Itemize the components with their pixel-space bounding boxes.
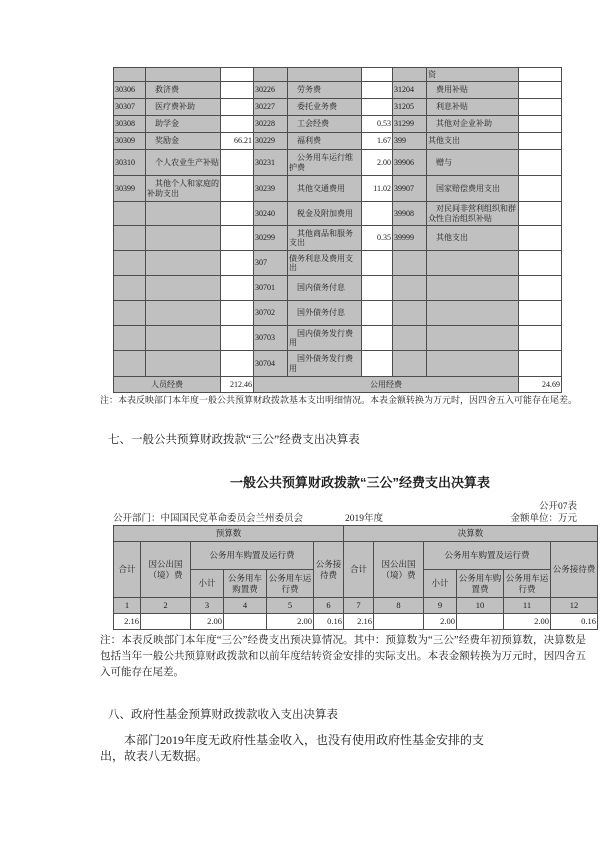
column-number-cell: 8 <box>374 598 424 614</box>
basic-table-row <box>114 202 562 226</box>
code-cell: 39999 <box>393 226 427 251</box>
code-cell: 30306 <box>114 82 146 99</box>
code-cell: 39906 <box>393 150 427 176</box>
budget-abroad-header: 因公出国（境）费 <box>141 542 191 598</box>
amount-cell <box>519 82 562 99</box>
amount-cell <box>519 116 562 133</box>
amount-cell: 1.67 <box>362 133 393 150</box>
value-cell <box>224 614 267 630</box>
basic-table-row <box>114 301 562 326</box>
item-name-cell <box>427 276 519 301</box>
amount-cell <box>519 150 562 176</box>
amount-cell <box>221 251 254 276</box>
value-cell <box>374 614 424 630</box>
item-name-cell: 福利费 <box>288 133 362 150</box>
item-name-cell: 劳务费 <box>288 82 362 99</box>
sangong-header-row-2 <box>114 542 598 570</box>
value-cell: 2.16 <box>344 614 374 630</box>
column-number-cell: 7 <box>344 598 374 614</box>
item-name-cell: 医疗费补助 <box>146 99 221 116</box>
basic-table-row <box>114 351 562 377</box>
code-cell <box>114 276 146 301</box>
basic-table-row <box>114 82 562 99</box>
column-number-cell: 3 <box>191 598 224 614</box>
item-name-cell: 公务用车运行维护费 <box>288 150 362 176</box>
basic-table-row <box>114 176 562 202</box>
code-cell: 30702 <box>254 301 288 326</box>
code-cell: 30299 <box>254 226 288 251</box>
code-cell: 31205 <box>393 99 427 116</box>
amount-cell <box>221 226 254 251</box>
code-cell <box>393 251 427 276</box>
value-row <box>114 614 598 630</box>
item-name-cell: 救济费 <box>146 82 221 99</box>
amount-cell <box>519 133 562 150</box>
code-cell: 30226 <box>254 82 288 99</box>
basic-table-row <box>114 251 562 276</box>
code-cell <box>114 202 146 226</box>
final-vehicle-group-header: 公务用车购置及运行费 <box>424 542 551 570</box>
code-cell <box>114 351 146 377</box>
value-cell: 2.00 <box>424 614 457 630</box>
value-cell: 0.16 <box>314 614 344 630</box>
item-name-cell <box>146 202 221 226</box>
amount-cell <box>362 301 393 326</box>
final-reception-header: 公务接待费 <box>551 542 598 598</box>
personnel-funds-value: 212.46 <box>221 377 254 393</box>
final-operation-header: 公务用车运行费 <box>504 570 551 598</box>
code-cell <box>114 226 146 251</box>
code-cell <box>114 301 146 326</box>
code-cell <box>114 251 146 276</box>
item-name-cell <box>427 301 519 326</box>
item-name-cell: 国外债务发行费用 <box>288 351 362 377</box>
budget-purchase-header: 公务用车购置费 <box>224 570 267 598</box>
code-cell: 30231 <box>254 150 288 176</box>
final-total-header: 合计 <box>344 542 374 598</box>
sangong-table-note: 注：本表反映部门本年度“三公”经费支出预决算情况。其中：预算数为“三公”经费年初预算数，决算数是包括当年一般公共预算财政拨款和以前年度结转资金安排的实际支出。本表金额转换为万元时，因四舍五入可能存在尾差。 <box>100 635 586 678</box>
personnel-funds-label: 人员经费 <box>114 377 221 393</box>
item-name-cell: 赠与 <box>427 150 519 176</box>
item-name-cell: 国内债务付息 <box>288 276 362 301</box>
code-cell: 39907 <box>393 176 427 202</box>
code-cell <box>393 276 427 301</box>
sangong-table-title: 一般公共预算财政拨款“三公”经费支出决算表 <box>229 475 490 490</box>
amount-cell <box>362 99 393 116</box>
column-number-cell: 2 <box>141 598 191 614</box>
item-name-cell <box>146 68 221 82</box>
value-cell: 2.00 <box>267 614 314 630</box>
amount-cell <box>519 351 562 377</box>
item-name-cell: 国外债务付息 <box>288 301 362 326</box>
item-name-cell: 委托业务费 <box>288 99 362 116</box>
amount-cell <box>519 176 562 202</box>
budget-operation-header: 公务用车运行费 <box>267 570 314 598</box>
amount-cell <box>221 82 254 99</box>
budget-total-header: 合计 <box>114 542 141 598</box>
amount-cell <box>221 276 254 301</box>
budget-vehicle-group-header: 公务用车购置及运行费 <box>191 542 314 570</box>
amount-cell <box>221 326 254 351</box>
amount-cell <box>519 251 562 276</box>
code-cell: 31299 <box>393 116 427 133</box>
code-cell <box>393 301 427 326</box>
year-label: 2019年度 <box>345 514 384 524</box>
item-name-cell: 其他个人和家庭的补助支出 <box>146 176 221 202</box>
column-number-cell: 10 <box>457 598 504 614</box>
amount-cell <box>362 82 393 99</box>
code-cell: 307 <box>254 251 288 276</box>
item-name-cell: 其他支出 <box>427 133 519 150</box>
value-cell: 2.00 <box>191 614 224 630</box>
item-name-cell: 助学金 <box>146 116 221 133</box>
column-number-cell: 6 <box>314 598 344 614</box>
item-name-cell <box>427 326 519 351</box>
basic-table-row <box>114 133 562 150</box>
code-cell: 31204 <box>393 82 427 99</box>
basic-table-row <box>114 99 562 116</box>
amount-cell <box>221 116 254 133</box>
item-name-cell <box>146 276 221 301</box>
code-cell: 30227 <box>254 99 288 116</box>
column-number-cell: 1 <box>114 598 141 614</box>
code-cell: 30309 <box>114 133 146 150</box>
item-name-cell: 国内债务发行费用 <box>288 326 362 351</box>
item-name-cell: 其他支出 <box>427 226 519 251</box>
code-cell: 30308 <box>114 116 146 133</box>
item-name-cell: 利息补贴 <box>427 99 519 116</box>
code-cell: 30701 <box>254 276 288 301</box>
table-code-label: 公开07表 <box>538 502 577 512</box>
item-name-cell: 费用补贴 <box>427 82 519 99</box>
amount-cell <box>221 68 254 82</box>
amount-cell <box>221 202 254 226</box>
code-cell <box>114 68 146 82</box>
basic-table-row <box>114 326 562 351</box>
amount-cell <box>519 99 562 116</box>
value-cell <box>457 614 504 630</box>
amount-cell: 0.53 <box>362 116 393 133</box>
item-name-cell <box>288 68 362 82</box>
unit-label: 金额单位：万元 <box>510 514 577 524</box>
amount-cell: 66.21 <box>221 133 254 150</box>
code-cell <box>393 326 427 351</box>
basic-table-row <box>114 150 562 176</box>
item-name-cell <box>427 251 519 276</box>
amount-cell <box>362 276 393 301</box>
item-name-cell: 资 <box>427 68 519 82</box>
code-cell: 39908 <box>393 202 427 226</box>
column-number-cell: 4 <box>224 598 267 614</box>
item-name-cell <box>146 326 221 351</box>
amount-cell <box>519 326 562 351</box>
amount-cell <box>221 301 254 326</box>
code-cell <box>254 68 288 82</box>
amount-cell <box>519 226 562 251</box>
amount-cell <box>221 176 254 202</box>
basic-table-row <box>114 226 562 251</box>
amount-cell <box>519 301 562 326</box>
code-cell <box>393 68 427 82</box>
item-name-cell: 工会经费 <box>288 116 362 133</box>
item-name-cell: 国家赔偿费用支出 <box>427 176 519 202</box>
item-name-cell <box>146 226 221 251</box>
item-name-cell: 其他商品和服务支出 <box>288 226 362 251</box>
section7-heading: 七、一般公共预算财政拨款“三公”经费支出决算表 <box>108 434 360 446</box>
section8-paragraph: 本部门2019年度无政府性基金收入，也没有使用政府性基金安排的支出，故表八无数据。 <box>100 733 485 763</box>
final-purchase-header: 公务用车购置费 <box>457 570 504 598</box>
amount-cell <box>362 351 393 377</box>
code-cell: 30399 <box>114 176 146 202</box>
value-cell: 2.00 <box>504 614 551 630</box>
final-abroad-header: 因公出国（境）费 <box>374 542 424 598</box>
amount-cell <box>362 202 393 226</box>
budget-subtotal-header: 小计 <box>191 570 224 598</box>
column-number-cell: 11 <box>504 598 551 614</box>
column-number-cell: 9 <box>424 598 457 614</box>
basic-table-note: 注：本表反映部门本年度一般公共预算财政拨款基本支出明细情况。本表金额转换为万元时，因四舍五入可能存在尾差。 <box>100 395 578 405</box>
sangong-header-row-1 <box>114 526 598 542</box>
code-cell <box>393 351 427 377</box>
item-name-cell: 奖励金 <box>146 133 221 150</box>
amount-cell <box>221 150 254 176</box>
amount-cell: 11.02 <box>362 176 393 202</box>
code-cell: 30310 <box>114 150 146 176</box>
item-name-cell: 其他对企业补助 <box>427 116 519 133</box>
amount-cell: 0.35 <box>362 226 393 251</box>
basic-table-row <box>114 276 562 301</box>
amount-cell <box>519 68 562 82</box>
amount-cell <box>362 251 393 276</box>
item-name-cell: 其他交通费用 <box>288 176 362 202</box>
amount-cell <box>362 326 393 351</box>
department-label: 公开部门：中国国民党革命委员会兰州委员会 <box>113 514 304 524</box>
value-cell <box>141 614 191 630</box>
code-cell: 30240 <box>254 202 288 226</box>
sangong-expense-table <box>113 525 598 630</box>
code-cell: 30704 <box>254 351 288 377</box>
budget-reception-header: 公务接待费 <box>314 542 344 598</box>
value-cell: 2.16 <box>114 614 141 630</box>
code-cell: 30228 <box>254 116 288 133</box>
final-subtotal-header: 小计 <box>424 570 457 598</box>
code-cell: 30307 <box>114 99 146 116</box>
basic-table-row <box>114 116 562 133</box>
amount-cell <box>221 99 254 116</box>
column-number-row <box>114 598 598 614</box>
code-cell: 30229 <box>254 133 288 150</box>
final-figures-header: 决算数 <box>344 526 598 542</box>
item-name-cell <box>427 351 519 377</box>
item-name-cell: 债务利息及费用支出 <box>288 251 362 276</box>
item-name-cell <box>146 351 221 377</box>
code-cell: 30239 <box>254 176 288 202</box>
public-funds-label: 公用经费 <box>254 377 519 393</box>
amount-cell <box>221 351 254 377</box>
public-funds-value: 24.69 <box>519 377 562 393</box>
item-name-cell <box>146 251 221 276</box>
budget-figures-header: 预算数 <box>114 526 344 542</box>
column-number-cell: 5 <box>267 598 314 614</box>
code-cell: 30703 <box>254 326 288 351</box>
code-cell: 399 <box>393 133 427 150</box>
basic-expenditure-table <box>113 67 562 393</box>
item-name-cell: 个人农业生产补贴 <box>146 150 221 176</box>
amount-cell: 2.00 <box>362 150 393 176</box>
column-number-cell: 12 <box>551 598 598 614</box>
amount-cell <box>362 68 393 82</box>
section8-heading: 八、政府性基金预算财政拨款收入支出决算表 <box>108 709 338 721</box>
item-name-cell <box>146 301 221 326</box>
amount-cell <box>519 276 562 301</box>
basic-table-footer-row <box>114 377 562 393</box>
item-name-cell: 对民间非营利组织和群众性自治组织补贴 <box>427 202 519 226</box>
amount-cell <box>519 202 562 226</box>
item-name-cell: 税金及附加费用 <box>288 202 362 226</box>
basic-table-row <box>114 68 562 82</box>
code-cell <box>114 326 146 351</box>
value-cell: 0.16 <box>551 614 598 630</box>
